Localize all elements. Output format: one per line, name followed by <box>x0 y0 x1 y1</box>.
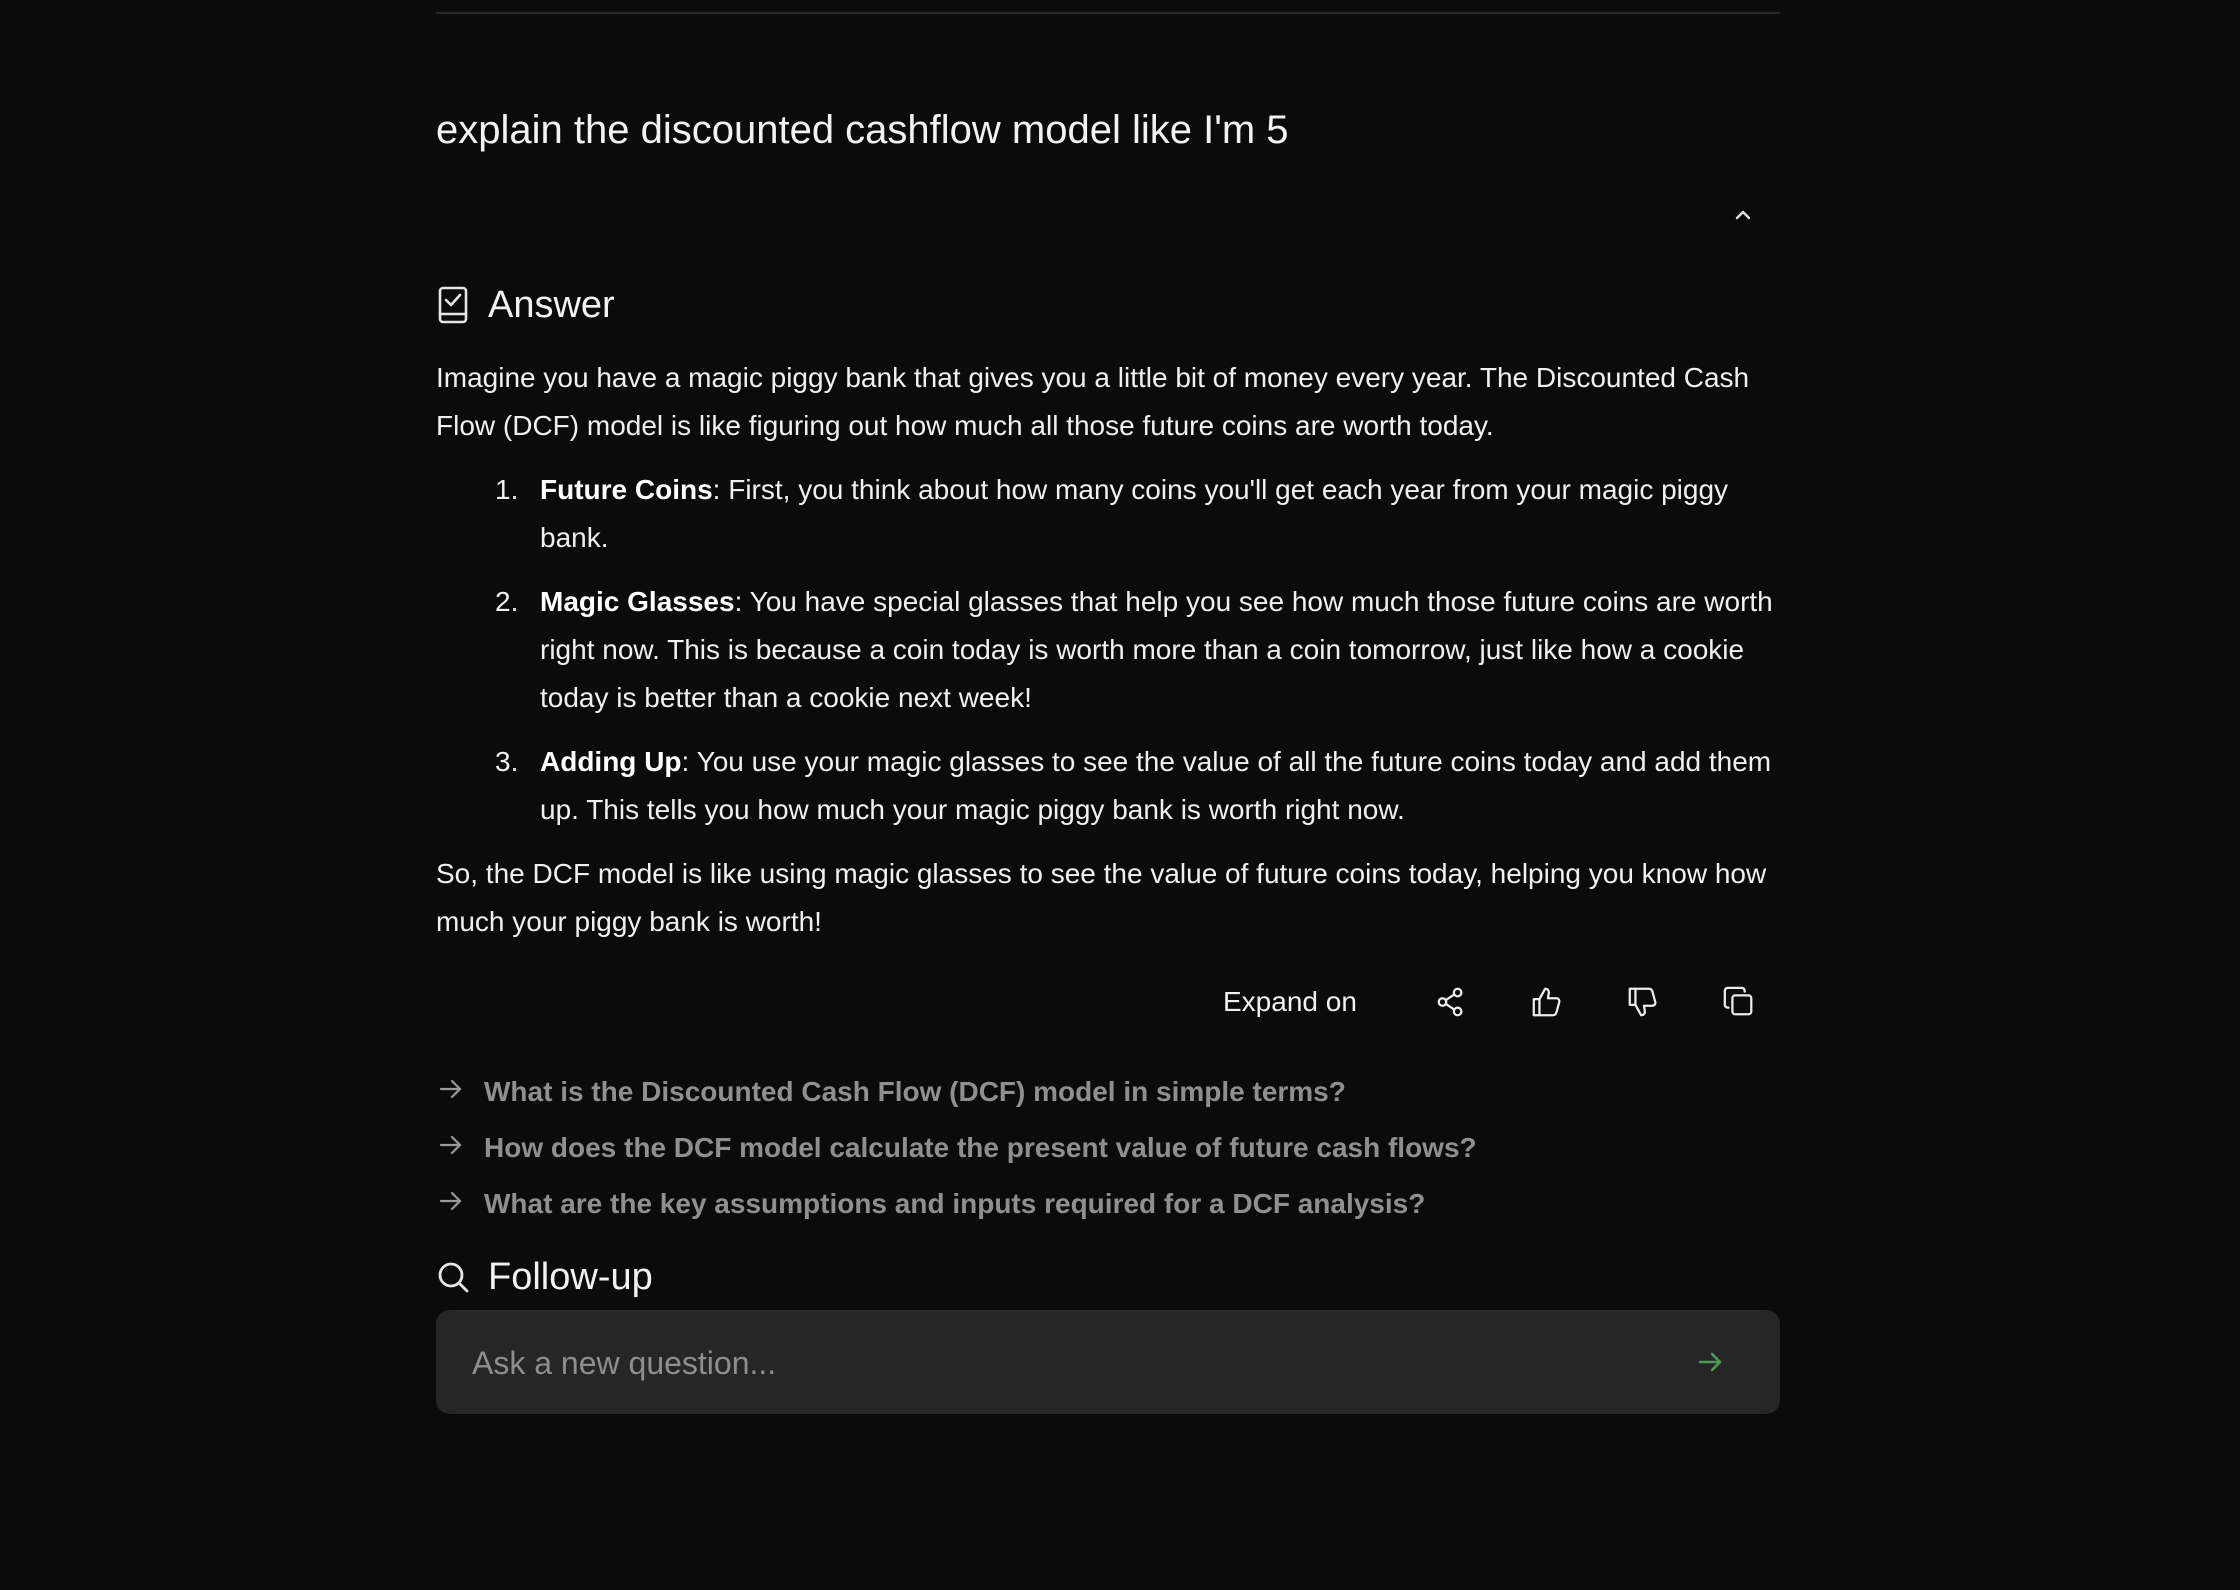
answer-step <box>436 578 1780 722</box>
related-question-item[interactable] <box>436 1120 1780 1176</box>
related-question-text: How does the DCF model calculate the present value of future cash flows? <box>484 1132 1477 1163</box>
answer-body <box>436 354 1780 946</box>
answer-heading: Answer <box>488 283 615 326</box>
collapse-button[interactable] <box>1726 198 1760 232</box>
step-text: : First, you think about how many coins you'll get each year from your magic piggy bank. <box>540 474 1729 553</box>
copy-icon <box>1722 985 1756 1019</box>
copy-button[interactable] <box>1721 984 1757 1020</box>
followup-input[interactable] <box>470 1310 1654 1416</box>
arrow-right-icon <box>436 1186 466 1216</box>
thumbs-down-icon <box>1626 985 1660 1019</box>
related-question-item[interactable] <box>436 1176 1780 1232</box>
thumbs-up-icon <box>1530 985 1564 1019</box>
answer-conclusion: So, the DCF model is like using magic glasses to see the value of future coins today, helping you know how much your piggy bank is worth! <box>436 858 1767 937</box>
step-term: Adding Up <box>540 746 682 777</box>
answer-step <box>436 738 1780 834</box>
step-term: Magic Glasses <box>540 586 735 617</box>
related-question-item[interactable] <box>436 1064 1780 1120</box>
related-question-text: What is the Discounted Cash Flow (DCF) model in simple terms? <box>484 1076 1346 1107</box>
book-check-icon <box>436 285 470 325</box>
answer-steps <box>436 466 1780 834</box>
followup-heading: Follow-up <box>488 1255 653 1298</box>
step-term: Future Coins <box>540 474 713 505</box>
arrow-right-icon <box>436 1074 466 1104</box>
thumbs-down-button[interactable] <box>1625 984 1661 1020</box>
followup-header <box>436 1252 653 1302</box>
arrow-right-icon <box>436 1130 466 1160</box>
step-number: 3. <box>495 746 519 777</box>
step-text: : You use your magic glasses to see the value of all the future coins today and add them up. This tells you how much your magic piggy bank is worth right now. <box>540 746 1772 825</box>
answer-intro: Imagine you have a magic piggy bank that gives you a little bit of money every year. The Discounted Cash Flow (DCF) model is like figuring out how much all those future coins are worth today. <box>436 362 1750 441</box>
top-divider <box>436 12 1780 14</box>
answer-action-bar <box>436 978 1780 1026</box>
thumbs-up-button[interactable] <box>1529 984 1565 1020</box>
answer-step <box>436 466 1780 562</box>
followup-input-container <box>436 1310 1780 1414</box>
related-questions <box>436 1064 1780 1232</box>
related-question-text: What are the key assumptions and inputs required for a DCF analysis? <box>484 1188 1426 1219</box>
arrow-right-icon <box>1695 1347 1725 1377</box>
expand-on-button[interactable]: Expand on <box>1223 986 1357 1017</box>
step-number: 1. <box>495 474 519 505</box>
share-button[interactable] <box>1433 984 1469 1020</box>
step-text: : You have special glasses that help you see how much those future coins are worth right now. This is because a coin today is worth more than a coin tomorrow, just like how a cookie today is better than a cookie next week! <box>540 586 1773 713</box>
share-icon <box>1434 985 1468 1019</box>
chevron-up-icon <box>1731 203 1755 227</box>
answer-header <box>436 280 615 330</box>
question-title: explain the discounted cashflow model like I'm 5 <box>436 108 1289 152</box>
send-button[interactable] <box>1692 1344 1728 1380</box>
search-icon <box>436 1260 470 1294</box>
step-number: 2. <box>495 586 519 617</box>
